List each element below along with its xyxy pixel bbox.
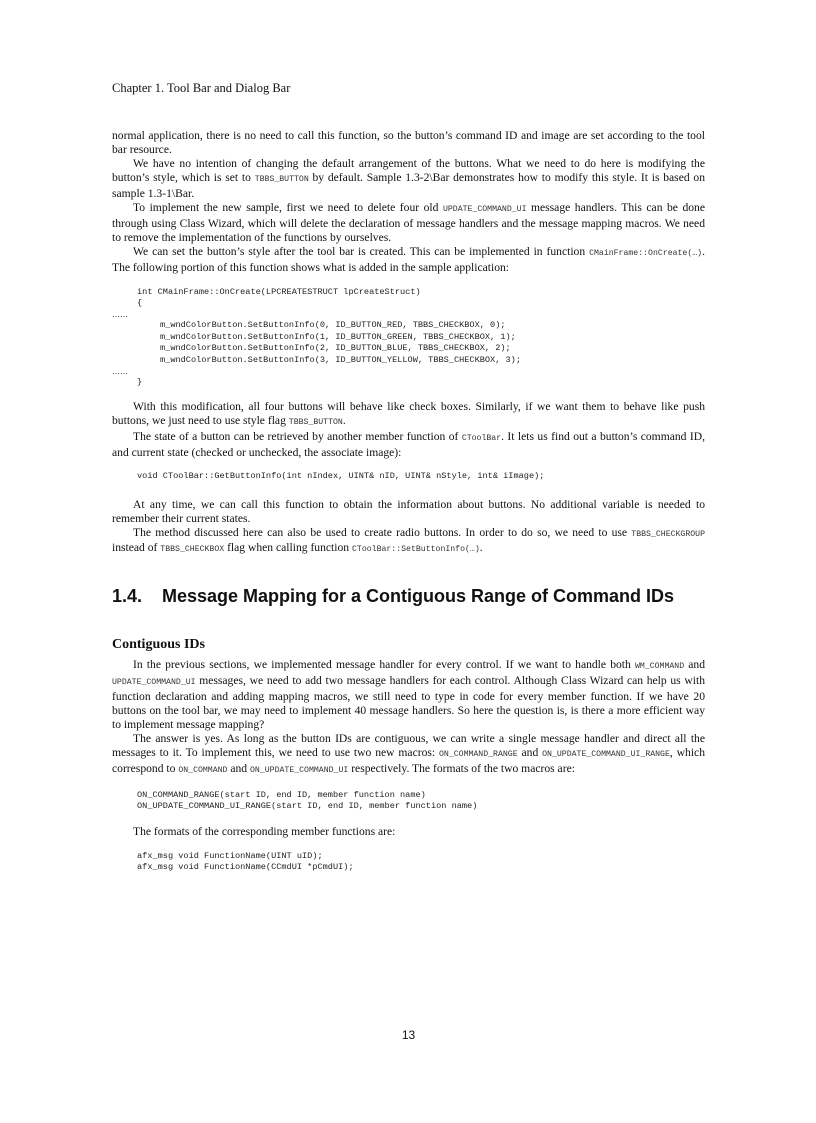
code-line: { <box>137 297 143 308</box>
code-block <box>112 471 705 482</box>
code-line: ON_COMMAND_RANGE(start ID, end ID, member function name) <box>137 789 426 800</box>
code-line: m_wndColorButton.SetButtonInfo(2, ID_BUTTON_BLUE, TBBS_CHECKBOX, 2); <box>160 343 511 354</box>
section-heading <box>112 585 705 607</box>
inline-code: CToolBar::SetButtonInfo(…) <box>352 545 480 555</box>
inline-code: TBBS_BUTTON <box>288 418 343 428</box>
inline-code: ON_UPDATE_COMMAND_UI_RANGE <box>542 750 670 760</box>
inline-code: ON_COMMAND_RANGE <box>439 750 518 760</box>
paragraph: At any time, we can call this function to obtain the information about buttons. No additional variable is needed to remember their current states. <box>112 497 705 525</box>
code-block <box>112 287 705 389</box>
paragraph: In the previous sections, we implemented message handler for every control. If we want to handle both WM_COMMAND and UPDATE_COMMAND_UI messages, we need to add two message handlers for each control. Although Class Wizard can help us with function declaration and adding mapping macros, we still need to type in code for every member function. If we have 20 buttons on the tool bar, we may need to implement 40 message handlers. So here the question is, is there a more efficient way to implement message mapping? <box>112 658 706 732</box>
inline-code: ON_UPDATE_COMMAND_UI <box>250 766 349 776</box>
code-block <box>112 851 705 874</box>
inline-code: TBBS_CHECKBOX <box>160 545 225 555</box>
code-line: m_wndColorButton.SetButtonInfo(1, ID_BUTTON_GREEN, TBBS_CHECKBOX, 1); <box>160 331 516 342</box>
paragraph: To implement the new sample, first we need to delete four old UPDATE_COMMAND_UI message handlers. This can be done through using Class Wizard, which will delete the declaration of message handlers and the message mapping macros. We need to remove the implementation of the functions by ourselves. <box>112 200 705 244</box>
section-title: Message Mapping for a Contiguous Range of Command IDs <box>162 586 675 607</box>
code-ellipsis: …… <box>112 310 128 320</box>
code-line: } <box>137 376 143 387</box>
inline-code: CMainFrame::OnCreate(…) <box>589 248 703 258</box>
code-block <box>112 790 705 813</box>
inline-code: CToolBar <box>461 434 502 444</box>
paragraph: The formats of the corresponding member functions are: <box>133 824 396 838</box>
code-line: ON_UPDATE_COMMAND_UI_RANGE(start ID, end ID, member function name) <box>137 801 478 812</box>
inline-code: TBBS_BUTTON <box>254 174 309 184</box>
paragraph: We can set the button’s style after the tool bar is created. This can be implemented in function CMainFrame::OnCreate(…). The following portion of this function shows what is added in the sample application: <box>112 244 705 274</box>
body-text <box>112 129 705 886</box>
inline-code: UPDATE_COMMAND_UI <box>112 678 196 688</box>
paragraph: We have no intention of changing the default arrangement of the buttons. What we need to do here is modifying the button’s style, which is set to TBBS_BUTTON by default. Sample 1.3-2\Bar demonstrates how to modify this style. It is based on sample 1.3-1\Bar. <box>112 156 705 200</box>
paragraph: The answer is yes. As long as the button IDs are contiguous, we can write a single message handler and direct all the messages to it. To implement this, we need to use two new macros: ON_COMMAND_RANGE and ON_UPDATE_COMMAND_UI_RANGE, which correspond to ON_COMMAND and ON_UPDATE_COMMAND_UI respectively. The formats of the two macros are: <box>112 732 706 776</box>
code-ellipsis: …… <box>112 366 128 376</box>
code-line: afx_msg void FunctionName(UINT uID); <box>137 850 323 861</box>
inline-code: ON_COMMAND <box>178 766 228 776</box>
code-line: afx_msg void FunctionName(CCmdUI *pCmdUI); <box>137 862 354 873</box>
inline-code: WM_COMMAND <box>634 662 685 672</box>
inline-code: UPDATE_COMMAND_UI <box>442 204 527 214</box>
paragraph: The state of a button can be retrieved by another member function of CToolBar. It lets us find out a button’s command ID, and current state (checked or unchecked, the associate image): <box>112 430 705 460</box>
code-line: m_wndColorButton.SetButtonInfo(3, ID_BUTTON_YELLOW, TBBS_CHECKBOX, 3); <box>160 354 521 365</box>
subsection-heading: Contiguous IDs <box>112 637 205 653</box>
running-head: Chapter 1. Tool Bar and Dialog Bar <box>112 81 291 95</box>
section-number: 1.4. <box>112 586 143 607</box>
paragraph: normal application, there is no need to call this function, so the button’s command ID and image are set according to the tool bar resource. <box>112 129 705 156</box>
page-number: 13 <box>401 1028 416 1042</box>
code-line: void CToolBar::GetButtonInfo(int nIndex, UINT& nID, UINT& nStyle, int& iImage); <box>137 471 545 482</box>
paragraph: The method discussed here can also be used to create radio buttons. In order to do so, we need to use TBBS_CHECKGROUP instead of TBBS_CHECKBOX flag when calling function CToolBar::SetButtonInfo(…). <box>112 525 705 555</box>
inline-code: TBBS_CHECKGROUP <box>631 529 705 539</box>
paragraph: With this modification, all four buttons will behave like check boxes. Similarly, if we want them to behave like push buttons, we just need to use style flag TBBS_BUTTON. <box>112 400 705 428</box>
code-line: m_wndColorButton.SetButtonInfo(0, ID_BUTTON_RED, TBBS_CHECKBOX, 0); <box>160 320 506 331</box>
code-line: int CMainFrame::OnCreate(LPCREATESTRUCT lpCreateStruct) <box>137 286 421 297</box>
